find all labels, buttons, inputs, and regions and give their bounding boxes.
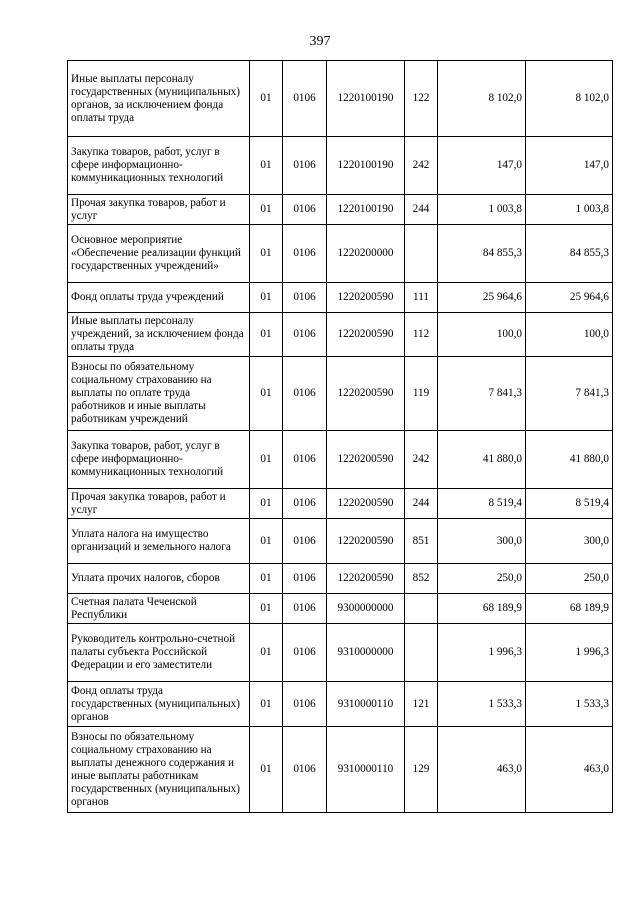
section-cell: 01 bbox=[250, 61, 283, 137]
amount-1-cell: 1 003,8 bbox=[438, 195, 526, 225]
expense-type-cell: 242 bbox=[405, 137, 438, 195]
expense-type-cell: 244 bbox=[405, 489, 438, 519]
row-name-cell: Иные выплаты персоналу государственных (муниципальных) органов, за исключением фонда оплаты труда bbox=[68, 61, 250, 137]
table-row bbox=[68, 313, 613, 357]
amount-2-cell: 8 519,4 bbox=[526, 489, 613, 519]
amount-2-cell: 463,0 bbox=[526, 727, 613, 813]
target-code-cell: 9300000000 bbox=[327, 594, 405, 624]
subsection-cell: 0106 bbox=[283, 682, 327, 727]
target-code-cell: 9310000110 bbox=[327, 682, 405, 727]
amount-1-cell: 300,0 bbox=[438, 519, 526, 564]
amount-2-cell: 100,0 bbox=[526, 313, 613, 357]
page-number: 397 bbox=[309, 34, 331, 49]
target-code-cell: 1220200000 bbox=[327, 225, 405, 283]
amount-1-cell: 41 880,0 bbox=[438, 431, 526, 489]
target-code-cell: 1220200590 bbox=[327, 519, 405, 564]
expense-type-cell: 112 bbox=[405, 313, 438, 357]
table-row bbox=[68, 431, 613, 489]
section-cell: 01 bbox=[250, 682, 283, 727]
subsection-cell: 0106 bbox=[283, 727, 327, 813]
row-name-cell: Счетная палата Чеченской Республики bbox=[68, 594, 250, 624]
amount-1-cell: 100,0 bbox=[438, 313, 526, 357]
section-cell: 01 bbox=[250, 137, 283, 195]
row-name-cell: Закупка товаров, работ, услуг в сфере информационно-коммуникационных технологий bbox=[68, 431, 250, 489]
expense-type-cell: 129 bbox=[405, 727, 438, 813]
budget-table bbox=[67, 60, 613, 813]
amount-1-cell: 25 964,6 bbox=[438, 283, 526, 313]
expense-type-cell bbox=[405, 624, 438, 682]
amount-1-cell: 147,0 bbox=[438, 137, 526, 195]
table-row bbox=[68, 489, 613, 519]
section-cell: 01 bbox=[250, 313, 283, 357]
amount-1-cell: 1 533,3 bbox=[438, 682, 526, 727]
table-body bbox=[68, 61, 613, 813]
table-row bbox=[68, 727, 613, 813]
subsection-cell: 0106 bbox=[283, 137, 327, 195]
expense-type-cell: 242 bbox=[405, 431, 438, 489]
target-code-cell: 1220200590 bbox=[327, 283, 405, 313]
expense-type-cell: 851 bbox=[405, 519, 438, 564]
subsection-cell: 0106 bbox=[283, 431, 327, 489]
table-row bbox=[68, 519, 613, 564]
amount-1-cell: 84 855,3 bbox=[438, 225, 526, 283]
row-name-cell: Иные выплаты персоналу учреждений, за исключением фонда оплаты труда bbox=[68, 313, 250, 357]
section-cell: 01 bbox=[250, 594, 283, 624]
section-cell: 01 bbox=[250, 489, 283, 519]
row-name-cell: Взносы по обязательному социальному страхованию на выплаты денежного содержания и иные выплаты работникам государственных (муниципальных) органов bbox=[68, 727, 250, 813]
expense-type-cell: 852 bbox=[405, 564, 438, 594]
row-name-cell: Фонд оплаты труда учреждений bbox=[68, 283, 250, 313]
subsection-cell: 0106 bbox=[283, 594, 327, 624]
amount-1-cell: 7 841,3 bbox=[438, 357, 526, 431]
section-cell: 01 bbox=[250, 431, 283, 489]
expense-type-cell: 119 bbox=[405, 357, 438, 431]
subsection-cell: 0106 bbox=[283, 283, 327, 313]
row-name-cell: Фонд оплаты труда государственных (муниципальных) органов bbox=[68, 682, 250, 727]
target-code-cell: 1220100190 bbox=[327, 195, 405, 225]
row-name-cell: Прочая закупка товаров, работ и услуг bbox=[68, 489, 250, 519]
table-row bbox=[68, 137, 613, 195]
section-cell: 01 bbox=[250, 357, 283, 431]
table-row bbox=[68, 225, 613, 283]
section-cell: 01 bbox=[250, 519, 283, 564]
subsection-cell: 0106 bbox=[283, 489, 327, 519]
target-code-cell: 9310000110 bbox=[327, 727, 405, 813]
amount-2-cell: 1 003,8 bbox=[526, 195, 613, 225]
amount-1-cell: 8 102,0 bbox=[438, 61, 526, 137]
amount-2-cell: 84 855,3 bbox=[526, 225, 613, 283]
subsection-cell: 0106 bbox=[283, 624, 327, 682]
amount-1-cell: 250,0 bbox=[438, 564, 526, 594]
subsection-cell: 0106 bbox=[283, 357, 327, 431]
row-name-cell: Уплата налога на имущество организаций и земельного налога bbox=[68, 519, 250, 564]
subsection-cell: 0106 bbox=[283, 225, 327, 283]
row-name-cell: Прочая закупка товаров, работ и услуг bbox=[68, 195, 250, 225]
target-code-cell: 9310000000 bbox=[327, 624, 405, 682]
subsection-cell: 0106 bbox=[283, 313, 327, 357]
expense-type-cell bbox=[405, 594, 438, 624]
table-row bbox=[68, 682, 613, 727]
subsection-cell: 0106 bbox=[283, 61, 327, 137]
table-row bbox=[68, 624, 613, 682]
section-cell: 01 bbox=[250, 624, 283, 682]
amount-1-cell: 1 996,3 bbox=[438, 624, 526, 682]
table-row bbox=[68, 195, 613, 225]
subsection-cell: 0106 bbox=[283, 564, 327, 594]
amount-1-cell: 8 519,4 bbox=[438, 489, 526, 519]
target-code-cell: 1220200590 bbox=[327, 431, 405, 489]
target-code-cell: 1220200590 bbox=[327, 564, 405, 594]
table-row bbox=[68, 564, 613, 594]
target-code-cell: 1220200590 bbox=[327, 357, 405, 431]
target-code-cell: 1220100190 bbox=[327, 137, 405, 195]
amount-2-cell: 7 841,3 bbox=[526, 357, 613, 431]
target-code-cell: 1220200590 bbox=[327, 313, 405, 357]
table-row bbox=[68, 283, 613, 313]
table-row bbox=[68, 61, 613, 137]
amount-2-cell: 1 533,3 bbox=[526, 682, 613, 727]
amount-2-cell: 41 880,0 bbox=[526, 431, 613, 489]
amount-2-cell: 147,0 bbox=[526, 137, 613, 195]
amount-2-cell: 300,0 bbox=[526, 519, 613, 564]
row-name-cell: Взносы по обязательному социальному страхованию на выплаты по оплате труда работников и иные выплаты работникам учреждений bbox=[68, 357, 250, 431]
section-cell: 01 bbox=[250, 195, 283, 225]
target-code-cell: 1220200590 bbox=[327, 489, 405, 519]
section-cell: 01 bbox=[250, 225, 283, 283]
subsection-cell: 0106 bbox=[283, 519, 327, 564]
amount-1-cell: 68 189,9 bbox=[438, 594, 526, 624]
expense-type-cell bbox=[405, 225, 438, 283]
table-row bbox=[68, 594, 613, 624]
amount-2-cell: 250,0 bbox=[526, 564, 613, 594]
row-name-cell: Уплата прочих налогов, сборов bbox=[68, 564, 250, 594]
expense-type-cell: 111 bbox=[405, 283, 438, 313]
row-name-cell: Руководитель контрольно-счетной палаты субъекта Российской Федерации и его заместители bbox=[68, 624, 250, 682]
amount-2-cell: 1 996,3 bbox=[526, 624, 613, 682]
section-cell: 01 bbox=[250, 727, 283, 813]
row-name-cell: Основное мероприятие «Обеспечение реализации функций государственных учреждений» bbox=[68, 225, 250, 283]
subsection-cell: 0106 bbox=[283, 195, 327, 225]
section-cell: 01 bbox=[250, 564, 283, 594]
amount-2-cell: 25 964,6 bbox=[526, 283, 613, 313]
amount-1-cell: 463,0 bbox=[438, 727, 526, 813]
amount-2-cell: 68 189,9 bbox=[526, 594, 613, 624]
section-cell: 01 bbox=[250, 283, 283, 313]
target-code-cell: 1220100190 bbox=[327, 61, 405, 137]
expense-type-cell: 121 bbox=[405, 682, 438, 727]
amount-2-cell: 8 102,0 bbox=[526, 61, 613, 137]
expense-type-cell: 122 bbox=[405, 61, 438, 137]
row-name-cell: Закупка товаров, работ, услуг в сфере информационно-коммуникационных технологий bbox=[68, 137, 250, 195]
expense-type-cell: 244 bbox=[405, 195, 438, 225]
table-row bbox=[68, 357, 613, 431]
